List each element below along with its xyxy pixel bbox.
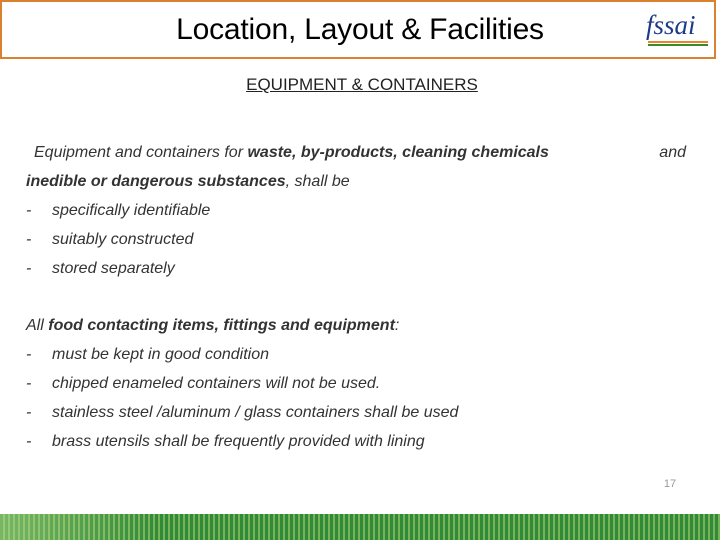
list-item	[26, 398, 686, 427]
paragraph1-intro-bold: waste, by-products, cleaning chemicals	[247, 144, 549, 161]
paragraph1-intro-text	[34, 138, 549, 167]
logo-underline-orange	[648, 41, 708, 43]
bullet-dash: -	[26, 433, 32, 450]
paragraph-gap	[26, 283, 686, 311]
title-box	[0, 0, 716, 59]
list-item	[26, 369, 686, 398]
list-item	[26, 196, 686, 225]
paragraph2-intro-suffix: :	[394, 317, 400, 334]
page-number: 17	[663, 478, 677, 490]
list-item	[26, 340, 686, 369]
bullet-text: suitably constructed	[52, 231, 194, 248]
bullet-text: stored separately	[52, 260, 175, 277]
list-item	[26, 254, 686, 283]
list-item	[26, 225, 686, 254]
paragraph1-intro-line1	[26, 138, 686, 167]
paragraph1-intro-part1: Equipment and containers for	[34, 144, 248, 161]
bullet-dash: -	[26, 202, 32, 219]
list-item	[26, 427, 686, 456]
bullet-text: chipped enameled containers will not be used.	[52, 375, 381, 392]
bullet-dash: -	[26, 260, 32, 277]
section-heading	[0, 74, 720, 96]
paragraph1-intro-line2-rest: , shall be	[285, 173, 350, 190]
paragraph1-intro-and: and	[659, 144, 686, 161]
paragraph2-intro	[26, 311, 686, 340]
slide-title: Location, Layout & Facilities	[176, 13, 544, 46]
bullet-dash: -	[26, 404, 32, 421]
bullet-text: brass utensils shall be frequently provided with lining	[52, 433, 425, 450]
section-heading-text: EQUIPMENT & CONTAINERS	[246, 75, 478, 94]
bullet-dash: -	[26, 346, 32, 363]
bullet-text: specifically identifiable	[52, 202, 211, 219]
bullet-text: must be kept in good condition	[52, 346, 270, 363]
paragraph1-intro-line2	[26, 167, 686, 196]
logo-underline-green	[648, 44, 708, 46]
paragraph2-intro-prefix: All	[26, 317, 49, 334]
footer-bar	[0, 514, 720, 540]
paragraph1-intro-line2-bold: inedible or dangerous substances	[26, 173, 286, 190]
bullet-text: stainless steel /aluminum / glass containers shall be used	[52, 404, 459, 421]
fssai-logo	[646, 8, 710, 52]
logo-text: fssai	[646, 10, 696, 40]
paragraph2-intro-bold: food contacting items, fittings and equipment	[48, 317, 395, 334]
slide-content	[26, 138, 686, 456]
bullet-dash: -	[26, 231, 32, 248]
bullet-dash: -	[26, 375, 32, 392]
